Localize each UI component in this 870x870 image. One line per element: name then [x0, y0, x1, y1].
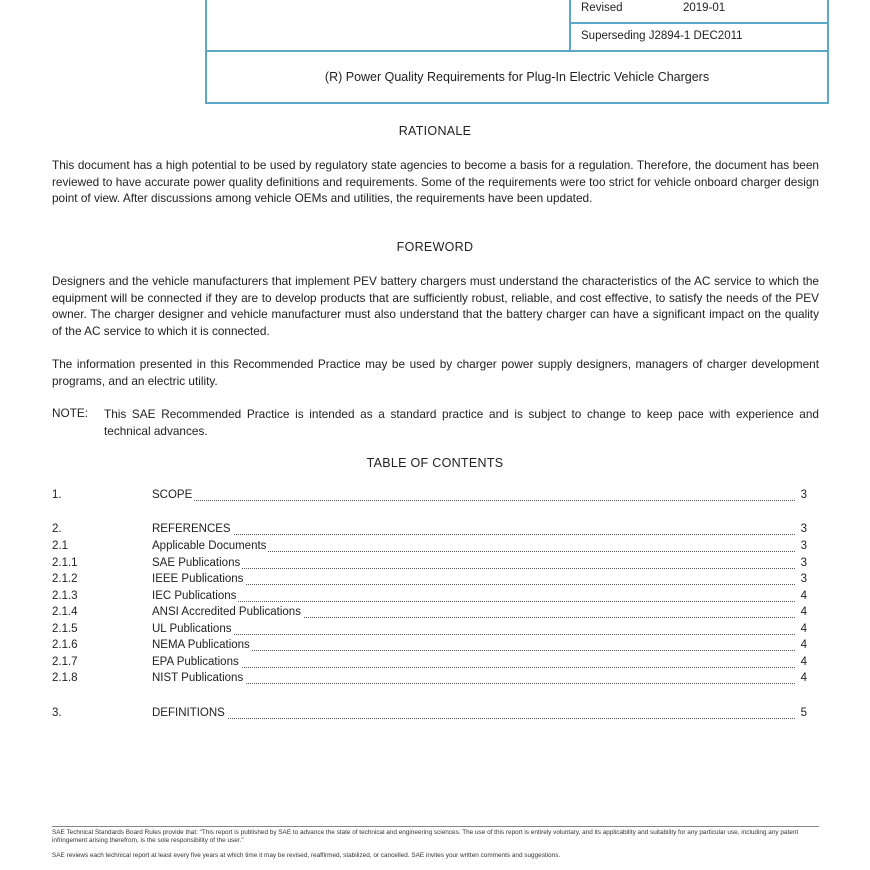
toc-entry-page: 3: [800, 489, 807, 501]
toc-entry-number: 2.1.4: [52, 606, 78, 618]
toc-entry[interactable]: [52, 623, 807, 639]
toc-dot-leader: [152, 584, 795, 585]
header-row-label: Superseding J2894-1 DEC2011: [581, 30, 743, 42]
header-right-cell: [571, 0, 827, 50]
toc-entry[interactable]: [52, 606, 807, 622]
toc-entry-number: 2.1.2: [52, 573, 78, 585]
document-header-box: [205, 0, 829, 104]
foreword-paragraph-2: The information presented in this Recommended Practice may be used by charger power supply designers, managers of charger development programs, and an electric utility.: [52, 357, 819, 388]
toc-entry-number: 3.: [52, 707, 62, 719]
toc-entry-page: 4: [800, 639, 807, 651]
toc-entry-page: 4: [800, 606, 807, 618]
toc-entry-number: 2.1.1: [52, 557, 78, 569]
header-row-superseding: [571, 24, 827, 48]
toc-entry[interactable]: [52, 489, 807, 505]
toc-dot-leader: [152, 683, 795, 684]
toc-entry-title: DEFINITIONS: [152, 707, 225, 719]
toc-entry-number: 2.1.5: [52, 623, 78, 635]
toc-entry-page: 4: [800, 672, 807, 684]
document-title-text: (R) Power Quality Requirements for Plug-In Electric Vehicle Chargers: [324, 70, 710, 84]
toc-entry-number: 2.1.3: [52, 590, 78, 602]
rationale-heading: RATIONALE: [398, 124, 472, 138]
toc-entry-page: 3: [800, 523, 807, 535]
note-text: This SAE Recommended Practice is intended as a standard practice and is subject to change to keep pace with experience and technical advances.: [104, 407, 819, 438]
toc-entry-title: REFERENCES: [152, 523, 231, 535]
toc-entry-title: NEMA Publications: [152, 639, 250, 651]
toc-entry-number: 1.: [52, 489, 62, 501]
toc-entry[interactable]: [52, 656, 807, 672]
footer-legal-text-1: SAE Technical Standards Board Rules provide that: "This report is published by SAE to advance the state of technical and engineering sciences. The use of this report is entirely voluntary, and its applicability and suitability for any particular use, including any patent infringement arising therefrom, is the sole responsibility of the user.": [52, 829, 799, 844]
toc-entry-title: IEEE Publications: [152, 573, 244, 585]
toc-entry-page: 4: [800, 623, 807, 635]
toc-entry[interactable]: [52, 672, 807, 688]
toc-entry-number: 2.1: [52, 540, 68, 552]
toc-entry-page: 5: [800, 707, 807, 719]
toc-entry-page: 4: [800, 656, 807, 668]
toc-entry-title: UL Publications: [152, 623, 232, 635]
foreword-paragraph-1: Designers and the vehicle manufacturers that implement PEV battery chargers must understand the characteristics of the AC service to which the equipment will be connected if they are to develop products that are sufficiently robust, reliable, and cost effective, to satisfy the needs of the PEV owner. The charger designer and vehicle manufacturer must also understand that the battery charger can have a significant impact on the quality of the AC service to which it is connected.: [52, 274, 819, 338]
toc-entry-title: SCOPE: [152, 489, 193, 501]
toc-entry[interactable]: [52, 573, 807, 589]
toc-entry-page: 3: [800, 557, 807, 569]
toc-dot-leader: [152, 534, 795, 535]
toc-entry-page: 3: [800, 573, 807, 585]
toc-entry-number: 2.: [52, 523, 62, 535]
toc-entry-title: NIST Publications: [152, 672, 244, 684]
toc-entry-title: Applicable Documents: [152, 540, 267, 552]
toc-dot-leader: [152, 568, 795, 569]
toc-dot-leader: [152, 667, 795, 668]
toc-entry-page: 4: [800, 590, 807, 602]
toc-heading: TABLE OF CONTENTS: [366, 456, 504, 470]
footer-divider: [52, 826, 819, 827]
document-title: [207, 50, 827, 102]
toc-entry-title: IEC Publications: [152, 590, 237, 602]
toc-dot-leader: [152, 500, 795, 501]
toc-dot-leader: [152, 601, 795, 602]
toc-dot-leader: [152, 634, 795, 635]
header-row-revised: [571, 0, 827, 24]
toc-entry-title: EPA Publications: [152, 656, 239, 668]
footer-legal-text-2: SAE reviews each technical report at least every five years at which time it may be revised, reaffirmed, stabilized, or cancelled. SAE invites your written comments and suggestions.: [52, 852, 561, 859]
note-label: NOTE:: [52, 406, 89, 420]
toc-entry-title: ANSI Accredited Publications: [152, 606, 301, 618]
toc-entry-number: 2.1.8: [52, 672, 78, 684]
toc-entry[interactable]: [52, 639, 807, 655]
toc-entry-number: 2.1.7: [52, 656, 78, 668]
toc-entry-title: SAE Publications: [152, 557, 241, 569]
rationale-paragraph: This document has a high potential to be used by regulatory state agencies to become a basis for a regulation. Therefore, the document has been reviewed to have accurate power quality definitions and requirements. Some of the requirements were too strict for vehicle onboard charger design point of view. After discussions among vehicle OEMs and utilities, the requirements have been updated.: [52, 158, 819, 205]
header-row-value: 2019-01: [683, 2, 726, 14]
toc-entry[interactable]: [52, 523, 807, 539]
toc-entry[interactable]: [52, 707, 807, 723]
toc-entry[interactable]: [52, 590, 807, 606]
header-row-label: Revised: [581, 2, 623, 14]
toc-entry[interactable]: [52, 557, 807, 573]
header-left-cell: [207, 0, 571, 50]
toc-dot-leader: [152, 718, 795, 719]
toc-entry-page: 3: [800, 540, 807, 552]
foreword-heading: FOREWORD: [396, 240, 474, 254]
toc-entry[interactable]: [52, 540, 807, 556]
toc-entry-number: 2.1.6: [52, 639, 78, 651]
